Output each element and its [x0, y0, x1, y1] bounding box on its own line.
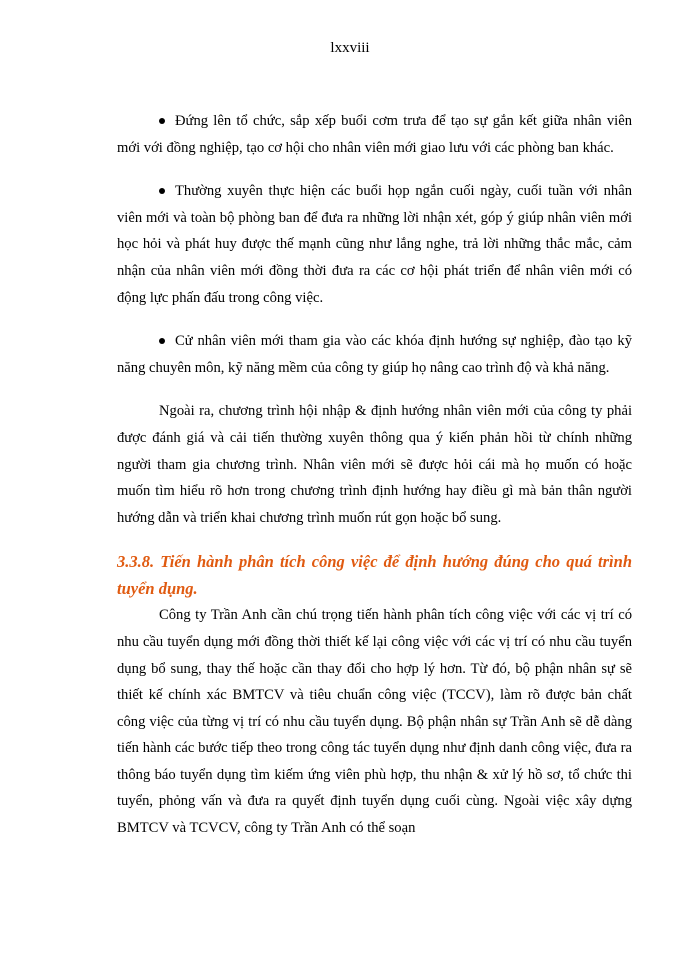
bullet-item [117, 178, 632, 311]
body-paragraph: Công ty Trần Anh cần chú trọng tiến hành phân tích công việc với các vị trí có nhu cầu tuyển dụng mới đồng thời thiết kế lại công việc với các vị trí có nhu cầu tuyển dụng bổ sung, thay thế hoặc cần thay đổi cho hợp lý hơn. Từ đó, bộ phận nhân sự sẽ thiết kế chính xác BMTCV và tiêu chuẩn công việc (TCCV), làm rõ được bản chất công việc của từng vị trí có nhu cầu tuyển dụng. Bộ phận nhân sự Trần Anh sẽ dễ dàng tiến hành các bước tiếp theo trong công tác tuyển dụng như định danh công việc, đưa ra thông báo tuyển dụng tìm kiếm ứng viên phù hợp, thu nhận & xử lý hồ sơ, tổ chức thi tuyển, phỏng vấn và đưa ra quyết định tuyển dụng cuối cùng. Ngoài việc xây dựng BMTCV và TCVCV, công ty Trần Anh có thể soạn [117, 607, 632, 837]
bullet-item [117, 328, 632, 381]
body-paragraph: Ngoài ra, chương trình hội nhập & định hướng nhân viên mới của công ty phải được đánh giá và cải tiến thường xuyên thông qua ý kiến phản hồi từ chính những người tham gia chương trình. Nhân viên mới sẽ được hỏi cái mà họ muốn có hoặc muốn tìm hiểu rõ hơn trong chương trình định hướng hay điều gì mà bản thân người hướng dẫn và triển khai chương trình muốn rút gọn hoặc bổ sung. [117, 403, 632, 526]
bullet-icon [159, 118, 165, 124]
page-number: lxxviii [330, 40, 370, 56]
document-body [117, 108, 632, 859]
bullet-icon [159, 188, 165, 194]
bullet-item [117, 108, 632, 161]
bullet-text: Đứng lên tổ chức, sắp xếp buổi cơm trưa để tạo sự gắn kết giữa nhân viên mới với đồng nghiệp, tạo cơ hội cho nhân viên mới giao lưu với các phòng ban khác. [117, 113, 632, 156]
bullet-text: Thường xuyên thực hiện các buổi họp ngắn cuối ngày, cuối tuần với nhân viên mới và toàn bộ phòng ban để đưa ra những lời nhận xét, góp ý giúp nhân viên mới học hỏi và phát huy được thế mạnh cũng như lắng nghe, trả lời những thắc mắc, cảm nhận của nhân viên mới đồng thời đưa ra các cơ hội phát triển để nhân viên mới có động lực phấn đấu trong công việc. [117, 183, 632, 306]
section-heading: 3.3.8. Tiến hành phân tích công việc để định hướng đúng cho quá trình tuyển dụng. [117, 552, 632, 599]
bullet-icon [159, 338, 165, 344]
bullet-text: Cử nhân viên mới tham gia vào các khóa định hướng sự nghiệp, đào tạo kỹ năng chuyên môn, kỹ năng mềm của công ty giúp họ nâng cao trình độ và khả năng. [117, 333, 632, 376]
